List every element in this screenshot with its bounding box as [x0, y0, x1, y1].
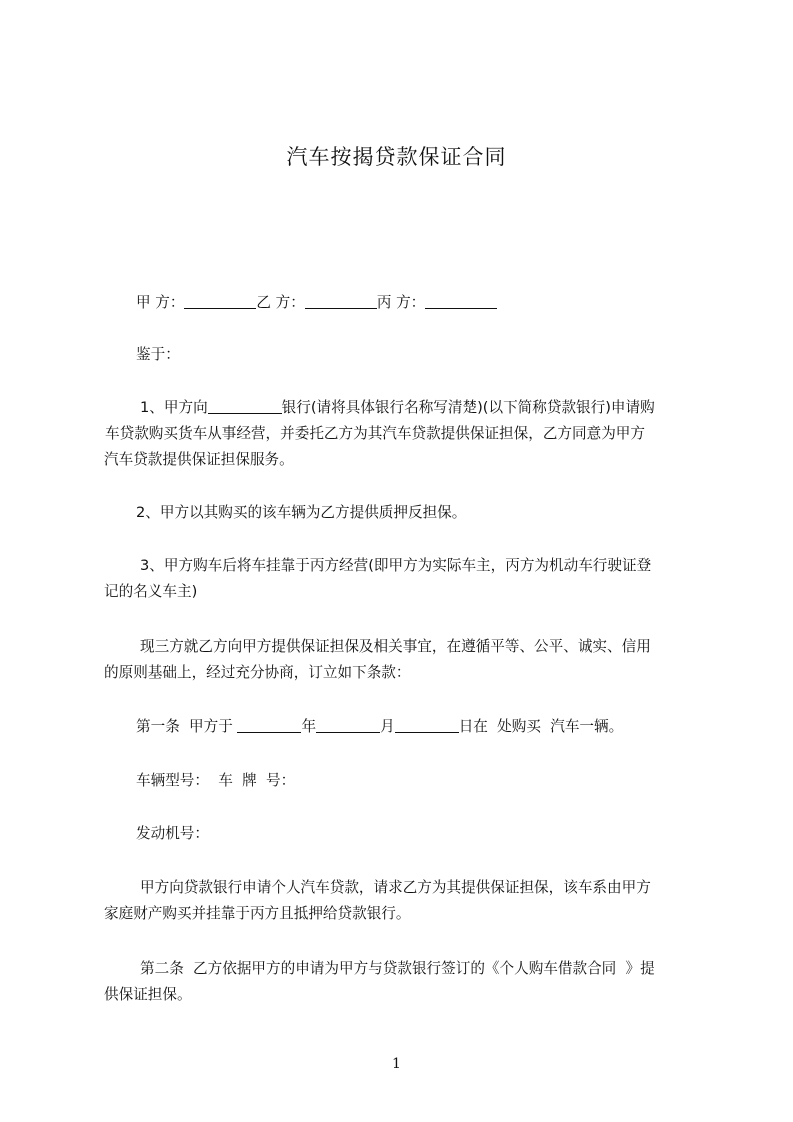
month-blank	[316, 715, 380, 733]
party-b-blank	[305, 291, 377, 309]
loan-paragraph-line-2-text: 家庭财产购买并挂靠于丙方且抵押给贷款银行。	[104, 905, 411, 922]
preamble-line-2	[104, 660, 704, 686]
preamble-line-2-text: 的原则基础上，经过充分协商，订立如下条款：	[104, 664, 411, 681]
clause-1-line-1	[104, 395, 704, 421]
document-title: 汽车按揭贷款保证合同	[286, 145, 507, 169]
clause-2-text: 2、甲方以其购买的该车辆为乙方提供质押反担保。	[136, 504, 467, 521]
clause-3-line-1	[104, 553, 704, 579]
clause-1-line-2-text: 车贷款购买货车从事经营，并委托乙方为其汽车贷款提供保证担保，乙方同意为甲方	[105, 425, 645, 442]
parties-line	[104, 290, 704, 316]
loan-paragraph-line-1	[104, 875, 704, 901]
month-label: 月	[380, 718, 395, 735]
year-blank	[237, 715, 301, 733]
article-1-prefix: 第一条 甲方于	[136, 718, 238, 735]
clause-3-line-2	[104, 579, 704, 605]
clause-1-line-2	[104, 421, 704, 447]
year-label: 年	[301, 718, 317, 735]
clause-1-line-3	[104, 447, 704, 473]
whereas-line	[104, 342, 704, 368]
day-suffix: 日在 处购买 汽车一辆。	[458, 718, 624, 735]
article-2-line-2	[104, 982, 704, 1008]
clause-1-line-1-rest: 银行(请将具体银行名称写清楚)(以下简称贷款银行)申请购	[281, 399, 655, 416]
clause-2-line	[104, 500, 704, 526]
party-b-label: 乙 方：	[256, 294, 305, 311]
clause-1-line-3-text: 汽车贷款提供保证担保服务。	[104, 451, 294, 468]
whereas-text: 鉴于：	[136, 346, 180, 363]
engine-number-text: 发动机号：	[136, 825, 209, 842]
day-blank	[395, 715, 459, 733]
preamble-line-1-text: 现三方就乙方向甲方提供保证担保及相关事宜，在遵循平等、公平、诚实、信用	[140, 638, 651, 655]
article-2-line-2-text: 供保证担保。	[104, 986, 192, 1003]
vehicle-model-text: 车辆型号： 车 牌 号：	[136, 772, 296, 789]
loan-paragraph-line-1-text: 甲方向贷款银行申请个人汽车贷款，请求乙方为其提供保证担保，该车系由甲方	[140, 879, 651, 896]
clause-3-line-1-text: 3、甲方购车后将车挂靠于丙方经营(即甲方为实际车主，丙方为机动车行驶证登	[140, 557, 652, 574]
article-1-line	[104, 714, 704, 740]
page-number: 1	[392, 1056, 401, 1072]
clause-3-line-2-text: 记的名义车主)	[104, 583, 198, 600]
party-a-blank	[184, 291, 256, 309]
bank-name-blank	[208, 396, 282, 414]
loan-paragraph-line-2	[104, 901, 704, 927]
vehicle-model-line	[104, 768, 704, 794]
party-a-label: 甲 方：	[136, 294, 185, 311]
preamble-line-1	[104, 634, 704, 660]
engine-number-line	[104, 821, 704, 847]
article-2-line-1-text: 第二条 乙方依据甲方的申请为甲方与贷款银行签订的《个人购车借款合同 》提	[140, 960, 655, 977]
party-c-blank	[425, 291, 497, 309]
clause-1-prefix: 1、甲方向	[140, 399, 208, 416]
article-2-line-1	[104, 956, 704, 982]
party-c-label: 丙 方：	[376, 294, 426, 311]
